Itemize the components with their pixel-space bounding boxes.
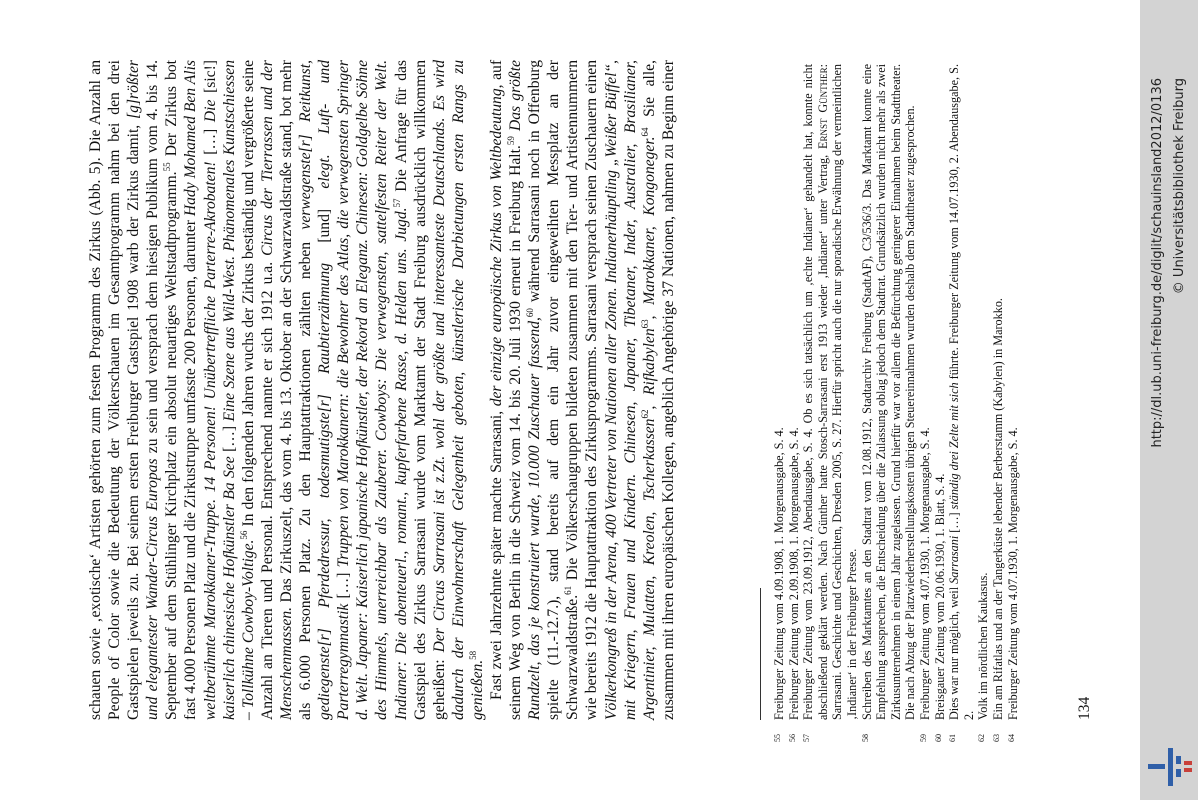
footnote-number: 64	[1006, 734, 1016, 742]
italic-text: Rifkabylen	[640, 328, 658, 396]
footnote-separator	[760, 588, 761, 720]
italic-text: elegt. Luft- und Parterregymnastik	[316, 60, 353, 720]
text-run: : Sarrasani. Geschichte und Geschichten, Dresden 2005, S. 27. Hierfür spricht auch die nur sporadische Erwähnung der vermeintlichen ‚Indianer‘ in der Freiburger Presse.	[815, 63, 859, 720]
footnote	[991, 64, 1006, 742]
text-run: Volk im nördlichen Kaukasus.	[976, 572, 991, 720]
footnote-number: 58	[860, 734, 870, 742]
text-run: […]	[947, 509, 962, 536]
text-run: Ein am Rifatlas und an der Tangerküste lebender Berberstamm (Kabylen) in Marokko.	[990, 298, 1005, 720]
footnote-number: 57	[802, 734, 812, 742]
text-run: In den folgenden Jahren wuchs der Zirkus beständig und vergrößerte seine Anzahl an Tieren und Personal. Entsprechend nannte er sich 1912 u.a.	[239, 59, 276, 720]
text-run: führte. Freiburger Zeitung vom 14.07.1930, 2. Abendausgabe, S. 2.	[947, 64, 976, 720]
footnote-text	[976, 64, 991, 720]
italic-text: Das größte Rundzelt, das je konstruiert wurde, 10.000 Zuschauer fassend,	[507, 60, 544, 720]
text-run: zu sein und versprach dem hiesigen Publikum vom 4. bis 14. September auf dem Stühlinger Kirchplatz ein absolut neuartiges Weltstadtprogramm.	[144, 60, 181, 720]
footnote-ref: 58	[467, 650, 478, 660]
paragraph-2	[487, 60, 678, 720]
text-run	[507, 131, 524, 136]
library-logo-icon	[1148, 744, 1192, 788]
footnote-number: 61	[948, 734, 958, 742]
text-run: Fast zwei Jahrzehnte später machte Sarrasani,	[487, 406, 505, 700]
footnote-ref: 61	[563, 585, 574, 595]
footnote-number: 59	[918, 734, 928, 742]
italic-text: verwegenste[r] Reitkunst, gediegenste[r] Pferdedressur, todesmutigste[r] Raubtierzähmung	[297, 60, 334, 720]
footnote-ref: 63	[639, 319, 650, 329]
text-run: Freiburger Zeitung vom 4.09.1908, 1. Morgenausgabe, S. 4.	[772, 427, 786, 720]
text-run: schauen sowie ‚exotische‘ Artisten gehörten zum festen Programm des Zirkus (Abb. 5). Die Anzahl an People of Color sowie die Bedeutung der Völkerschauen im Gesamtprogramm nahm bei den drei Gastspielen jeweils zu. Bei seinem ersten Freiburger Gastspiel 1908 warb der Zirkus damit,	[87, 60, 143, 720]
library-sidebar	[1140, 0, 1198, 800]
footnote	[772, 64, 787, 742]
footnote	[1006, 64, 1021, 742]
text-run: Freiburger Zeitung vom 4.07.1930, 1. Morgenausgabe, S. 4.	[917, 427, 932, 720]
footnote	[787, 64, 802, 742]
italic-text: Truppen von Marokkanern: die Bewohner des Atlas, die verwegensten Springer d. Welt. Japaner: Kaiserlich japanische Hofkünstler, der Rekord an Eleganz. Chinesen: Goldgelbe Söhne des Himmels, unerreichbar als Zauberer. Cowboys: Die verwegensten, sattelfesten Reiter der Welt. Indianer: Die abenteuerl., romant., kupferfarbene Rasse, d. Helden uns. Jugd.	[335, 59, 410, 720]
text-run: Dies war nur möglich, weil	[947, 583, 962, 720]
text-run: während Sarrasani noch in Offenburg spielte (11.-12.7.), stand bereits auf dem ein Jahr zuvor eingeweihten Messplatz an der Schwarzwaldstraße.	[526, 60, 582, 720]
italic-text: Marokkaner, Kongoneger.	[640, 136, 658, 305]
text-run: Schreiben des Marktamtes an den Stadtrat vom 12.08.1912, Stadtarchiv Freiburg (StadtAF), C3/536/3. Das Marktamt konnte eine Empfehlung aussprechen, die Entscheidung über die Zulassung oblag jedoch dem Stadtrat. Grundsätzlich wurden nicht mehr als zwei Zirkusunternehmen in einem Jahr zugelassen. Grund hierfür war vor allem die Befürchtung geringerer Einnahmen beim Stadttheater. Die nach Abzug der Platzwiederherstellungskosten übrigen Steuereinnahmen wurden deshalb dem Stadttheater zugesprochen.	[859, 64, 918, 720]
footnote-ref: 56	[238, 530, 249, 540]
italic-text: Hady Mohamed Ben Alis weltberühmte Marokkaner-Truppe. 14 Personen! Unübertreffliche Parterre-Akrobaten!	[182, 60, 219, 720]
italic-text: Der Circus Sarrasani ist z.Zt. wohl der größte und interessanteste Deutschlands. Es wird dadurch der Einwohnerschaft Gelegenheit geboten, künstlerische Darbietungen ersten Rangs zu genießen.	[430, 60, 486, 720]
footnotes	[772, 64, 1020, 742]
text-run: [sic!]	[201, 60, 219, 100]
text-run: Freiburger Zeitung vom 2.09.1908, 1. Morgenausgabe, S. 4.	[786, 427, 801, 720]
footnote-text	[772, 64, 787, 720]
footnote-ref: 55	[162, 162, 173, 172]
footnote	[947, 64, 976, 742]
footnote-text	[860, 64, 918, 720]
text-run: Freiburger Zeitung vom 4.07.1930, 1. Morgenausgabe, S. 4.	[1005, 427, 1020, 720]
source-url[interactable]: http://dl.ub.uni-freiburg.de/diglit/schauinsland2012/0136	[1150, 78, 1165, 448]
sidebar-text	[1140, 0, 1198, 800]
text-run: […]	[201, 122, 219, 162]
italic-text: kaiserlich chinesische Hofkünstler Ba See	[220, 456, 238, 720]
footnote-ref: 57	[391, 198, 402, 208]
text-run: Das Zirkuszelt, das vom 4. bis 13. Oktober an der Schwarzwaldstraße stand, bot mehr als 6.000 Personen Platz. Zu den Hauptattraktionen zählten neben	[277, 60, 315, 720]
text-run: ,	[640, 395, 658, 410]
text-run: ,	[640, 304, 658, 320]
italic-text: Die	[201, 99, 219, 123]
footnote	[933, 64, 948, 742]
footnote-text	[933, 64, 948, 720]
footnote-text	[918, 64, 933, 720]
text-run: [und]	[316, 188, 334, 263]
text-run: […]	[220, 421, 238, 457]
footnote-number: 63	[991, 734, 1001, 742]
body-text	[86, 60, 678, 720]
footnote-text	[1006, 64, 1021, 720]
text-run: Die Völkerschaugruppen bildeten zusammen mit den Tier- und Artistennummern wie bereits 1912 die Hauptattraktion des Zirkusprogramms. Sarrasani versprach seinen Zuschauern einen	[564, 60, 601, 720]
page-number: 134	[1076, 696, 1093, 720]
text-run: Freiburger Zeitung vom 23.09.1912, Abendausgabe, S. 4. Ob es sich tatsächlich um ‚echte Indianer‘ gehandelt hat, konnte nicht abschließend geklärt werden. Nach Günther hatte Stosch-Sarrasani erst 1913 wieder ‚Indianer‘ unter Vertrag,	[801, 64, 830, 720]
text-run: Die Anfrage für das Gastspiel des Zirkus Sarrasani wurde vom Marktamt der Stadt Freiburg ausdrücklich willkommen geheißen:	[392, 60, 448, 720]
footnote	[976, 64, 991, 742]
italic-text: ständig drei Zelte mit sich	[947, 382, 962, 510]
footnote	[860, 64, 918, 742]
footnote-number: 60	[933, 734, 943, 742]
paragraph-1	[86, 60, 487, 720]
italic-text: Sarrasani	[947, 535, 962, 584]
text-run: Der Zirkus bot fast 4.000 Personen Platz und die Zirkustruppe umfasste 200 Personen, darunter	[163, 60, 200, 720]
italic-text: Völkerkongreß in der Arena, 400 Vertreter von Nationen aller Zonen. Indianerhäuptling „Weißer Büffel“, mit Kriegern, Frauen und Kindern. Chinesen, Japaner, Tibetaner, Inder, Australier, Brasilianer, Argentinier, Mulatten, Kreolen, Tscherkassen	[602, 60, 658, 720]
author-name: Ernst Günther	[815, 67, 830, 149]
italic-text: [g]rößter und elegantester Wander-Circus Europas	[125, 60, 162, 720]
footnote-number: 62	[977, 734, 987, 742]
italic-text: Circus der Tierrassen und der Menschenmassen.	[258, 59, 295, 720]
footnote-ref: 59	[505, 136, 516, 146]
footnote	[801, 64, 859, 742]
italic-text: der einzige europäische Zirkus von Weltbedeutung,	[487, 84, 505, 407]
footnote-text	[991, 64, 1006, 720]
footnote-number: 56	[787, 734, 797, 742]
footnote-text	[787, 64, 802, 720]
footnote-ref: 60	[524, 308, 535, 318]
text-run: Breisgauer Zeitung vom 20.06.1930, 1. Blatt, S. 4.	[932, 473, 947, 720]
footnote-text	[801, 64, 859, 720]
footnote-ref: 64	[639, 127, 650, 137]
text-run: […]	[335, 567, 353, 604]
italic-text: Eine Szene aus Wild-West. Phänomenales Kunstschiessen – Tollkühne Cowboy-Voltige.	[220, 60, 257, 720]
text-run: auf seinem Weg von Berlin in die Schweiz vom 14. bis 20. Juli 1930 erneut in Freiburg Halt.	[487, 59, 525, 720]
footnote-text	[947, 64, 976, 720]
footnote	[918, 64, 933, 742]
copyright-notice: © Universitätsbibliothek Freiburg	[1172, 78, 1187, 295]
footnote-ref: 62	[639, 409, 650, 419]
text-run: Sie alle, zusammen mit ihren europäischen Kollegen, angeblich Angehörige 37 Nationen, nahmen zu Beginn einer	[640, 60, 677, 720]
footnote-number: 55	[773, 734, 782, 742]
